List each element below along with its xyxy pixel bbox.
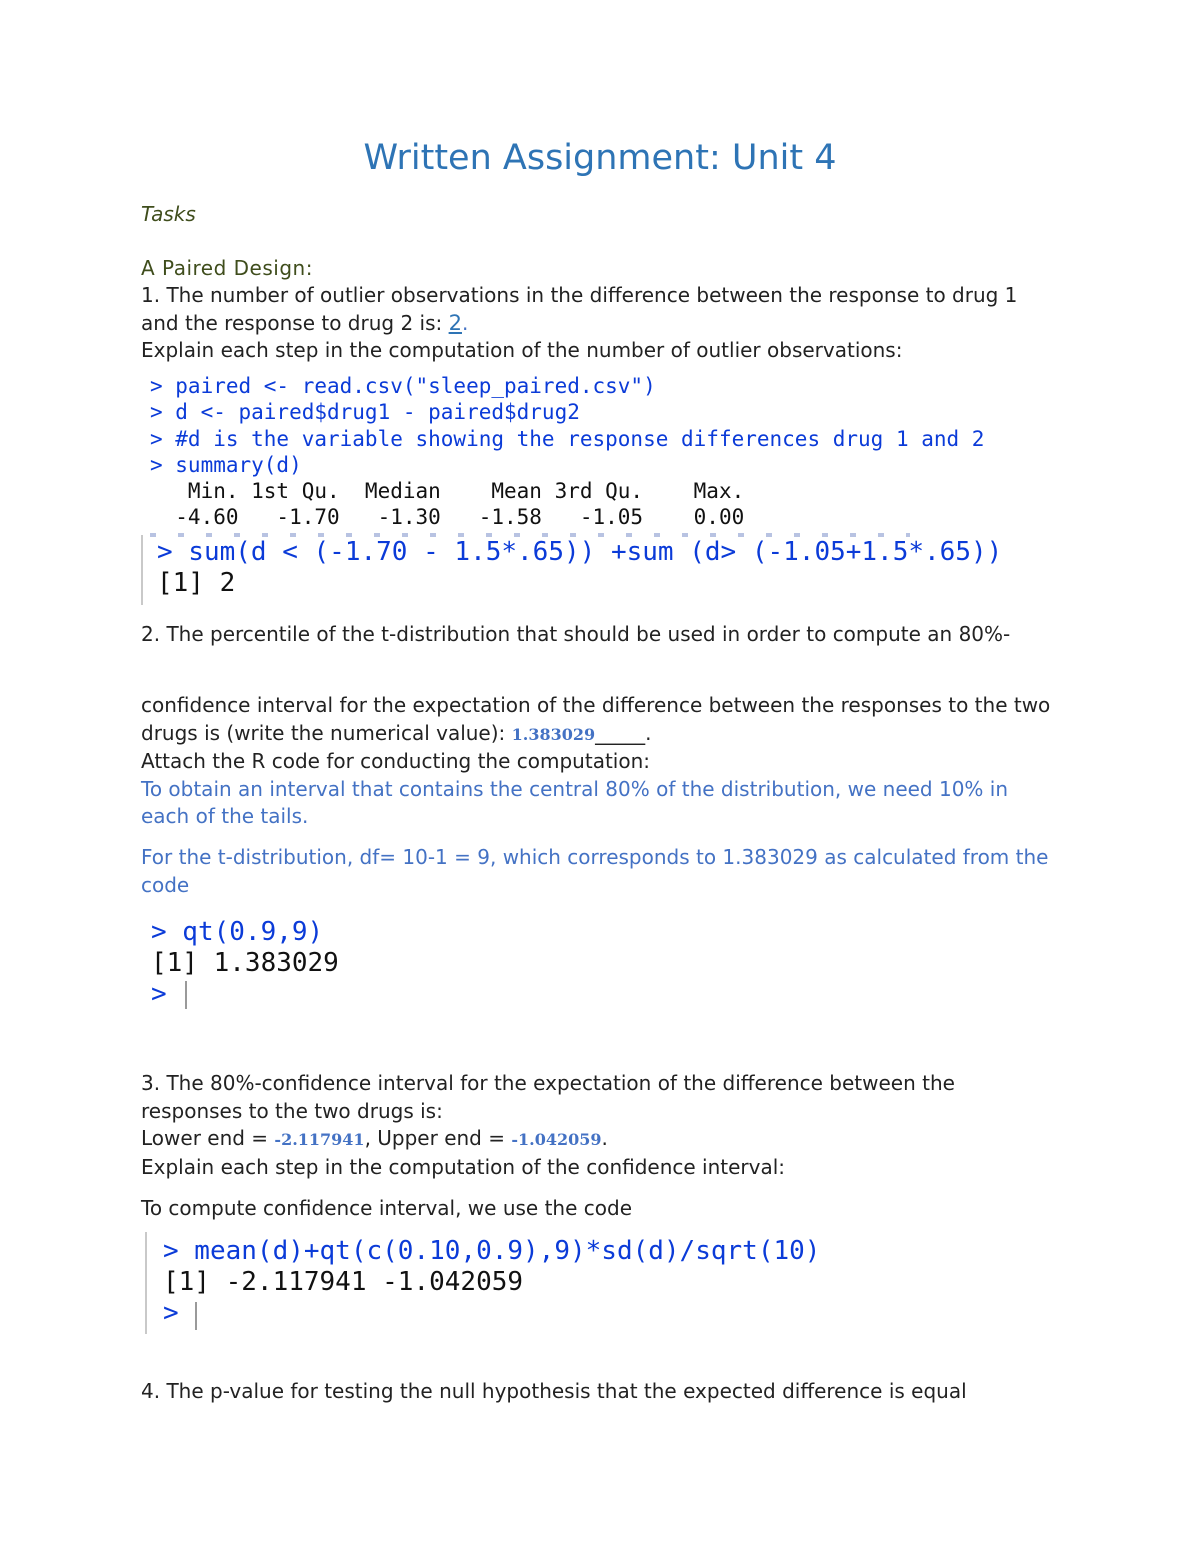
question-3-explain: Explain each step in the computation of the confidence interval: <box>141 1154 786 1179</box>
question-2-text: confidence interval for the expectation of the difference between the responses to the two drugs is (write the numerical value): <box>141 693 1051 745</box>
answer-blank: _____ <box>595 720 646 745</box>
explanation-df: For the t-distribution, df= 10-1 = 9, which corresponds to 1.383029 as calculated from the code <box>141 845 1049 897</box>
tasks-heading: Tasks <box>141 202 196 226</box>
upper-end-label: , Upper end = <box>364 1126 512 1150</box>
code-output: [1] 2 <box>157 568 236 598</box>
code-output-values: -4.60 -1.70 -1.30 -1.58 -1.05 0.00 <box>150 505 757 530</box>
upper-end-value: -1.042059 <box>511 1130 602 1149</box>
compute-intro: To compute confidence interval, we use the code <box>141 1196 632 1220</box>
code-block-outliers <box>157 537 1002 599</box>
console-ci <box>145 1232 847 1334</box>
code-line: > summary(d) <box>150 452 302 477</box>
question-2-period: . <box>645 720 652 745</box>
question-2-answer: 1.383029 <box>511 724 596 744</box>
question-3-period: . <box>601 1126 608 1150</box>
question-2 <box>141 692 1061 831</box>
code-output-header: Min. 1st Qu. Median Mean 3rd Qu. Max. <box>150 479 757 504</box>
code-block-qt <box>151 917 339 1010</box>
code-line: > qt(0.9,9) <box>151 917 324 947</box>
text-cursor <box>185 981 187 1009</box>
question-1-explain: Explain each step in the computation of the number of outlier observations: <box>141 338 903 362</box>
lower-end-value: -2.117941 <box>274 1130 365 1149</box>
lower-end-label: Lower end = <box>141 1126 275 1150</box>
question-4: 4. The p-value for testing the null hypothesis that the expected difference is equal <box>141 1379 967 1403</box>
page-title: Written Assignment: Unit 4 <box>363 138 837 178</box>
console-outlier-sum <box>141 535 1023 605</box>
question-1 <box>141 282 1061 365</box>
code-line: > sum(d < (-1.70 - 1.5*.65)) +sum (d> (-1.05+1.5*.65)) <box>157 537 1003 567</box>
code-line: > paired <- read.csv("sleep_paired.csv") <box>150 374 656 398</box>
code-line: > d <- paired$drug1 - paired$drug2 <box>150 400 580 425</box>
question-1-text: 1. The number of outlier observations in the difference between the response to drug 1 and the response to drug 2 is: <box>141 283 1018 335</box>
code-block-summary <box>150 373 984 531</box>
section-heading: A Paired Design: <box>141 256 313 280</box>
code-line: > #d is the variable showing the response differences drug 1 and 2 <box>150 426 985 451</box>
question-3-text: 3. The 80%-confidence interval for the expectation of the difference between the responses to the two drugs is: <box>141 1071 955 1123</box>
code-line: > mean(d)+qt(c(0.10,0.9),9)*sd(d)/sqrt(10) <box>163 1236 821 1266</box>
text-cursor <box>195 1302 197 1330</box>
question-2-intro: 2. The percentile of the t-distribution that should be used in order to compute an 80%- <box>141 622 1011 646</box>
code-output: [1] -2.117941 -1.042059 <box>163 1267 524 1297</box>
code-block-ci <box>163 1236 820 1329</box>
question-1-answer: 2 <box>448 310 462 335</box>
console-qt <box>141 913 461 1013</box>
console-prompt: > <box>163 1298 195 1328</box>
explanation-tails: To obtain an interval that contains the central 80% of the distribution, we need 10% in each of the tails. <box>141 776 1009 828</box>
console-prompt: > <box>151 979 183 1009</box>
question-3 <box>141 1070 1061 1181</box>
question-2-attach: Attach the R code for conducting the computation: <box>141 749 650 773</box>
question-1-period: . <box>461 310 469 335</box>
code-output: [1] 1.383029 <box>151 948 339 978</box>
